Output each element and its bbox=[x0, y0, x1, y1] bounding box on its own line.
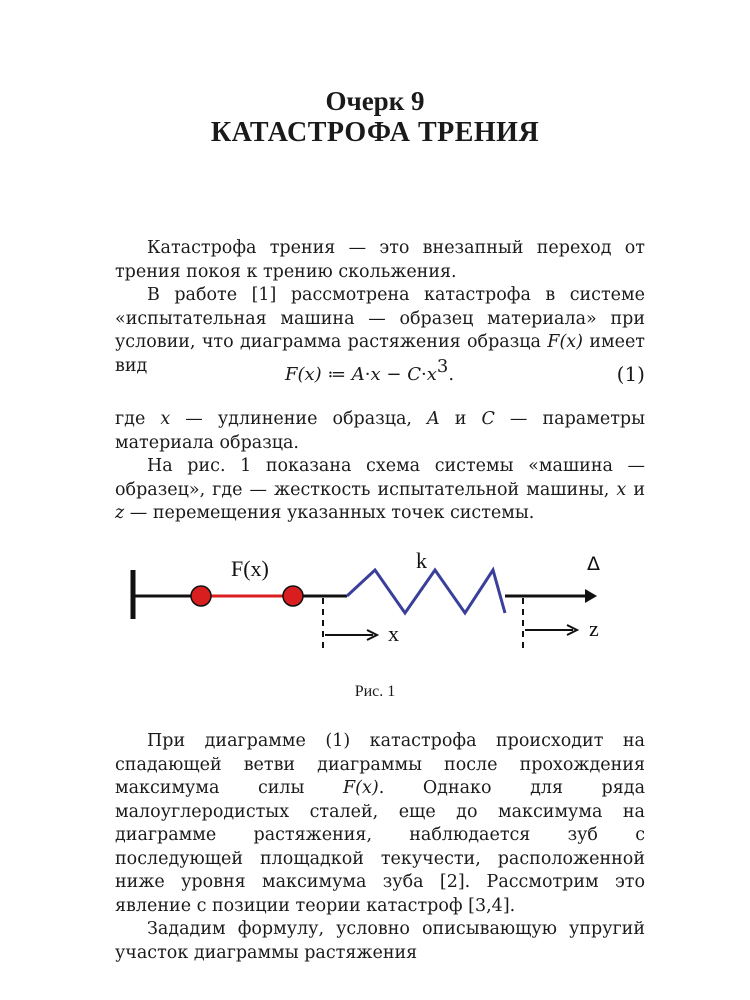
figure-caption: Рис. 1 bbox=[354, 683, 396, 700]
math-fx-2: F(x) bbox=[343, 778, 379, 798]
paragraph-6: Зададим формулу, условно описывающую упругий участок диаграммы растяжения bbox=[115, 919, 645, 963]
machine-specimen-diagram bbox=[115, 548, 645, 663]
paragraph-2: В работе [1] рассмотрена катастрофа в системе «испытательная машина — образец материала» при условии, что диаграмма растяжения образца F(x) имеет вид bbox=[115, 285, 645, 376]
delta-arrowhead bbox=[585, 589, 597, 603]
equation-formula: F(x) ≔ $A\cdot x - C\cdot x^3$. bbox=[285, 356, 455, 385]
paragraph-4: На рис. 1 показана схема системы «машина — образец», где — жесткость испытательной машины, x и z — перемещения указанных точек системы. bbox=[115, 456, 645, 523]
math-fx: F(x) bbox=[547, 332, 583, 352]
z-label: z bbox=[589, 616, 599, 641]
paragraph-3: где x — удлинение образца, A и C — параметры материала образца. bbox=[115, 409, 646, 453]
machine-spring bbox=[347, 570, 505, 613]
specimen-node-right bbox=[283, 586, 303, 606]
discussion-text bbox=[115, 730, 645, 965]
intro-text bbox=[115, 237, 645, 378]
x-label: x bbox=[388, 621, 399, 646]
delta-label: Δ bbox=[587, 553, 600, 575]
force-label: F(x) bbox=[231, 556, 269, 581]
definitions-text bbox=[115, 408, 645, 526]
specimen-node-left bbox=[191, 586, 211, 606]
paragraph-1: Катастрофа трения — это внезапный переход от трения покоя к трению скольжения. bbox=[115, 238, 645, 282]
chapter-title: КАТАСТРОФА ТРЕНИЯ bbox=[210, 117, 540, 148]
chapter-number: Очерк 9 bbox=[325, 86, 425, 116]
paragraph-5: При диаграмме (1) катастрофа происходит на спадающей ветви диаграммы после прохождения максимума силы F(x). Однако для ряда малоуглеродистых сталей, еще до максимума на диаграмме растяжения, наблюдается зуб с последующей площадкой текучести, расположенной ниже уровня максимума зуба [2]. Рассмотрим это явление с позиции теории катастроф [3,4]. bbox=[115, 731, 646, 916]
stiffness-label: k bbox=[416, 548, 427, 573]
equation-1 bbox=[115, 356, 645, 392]
equation-number: (1) bbox=[616, 362, 645, 386]
